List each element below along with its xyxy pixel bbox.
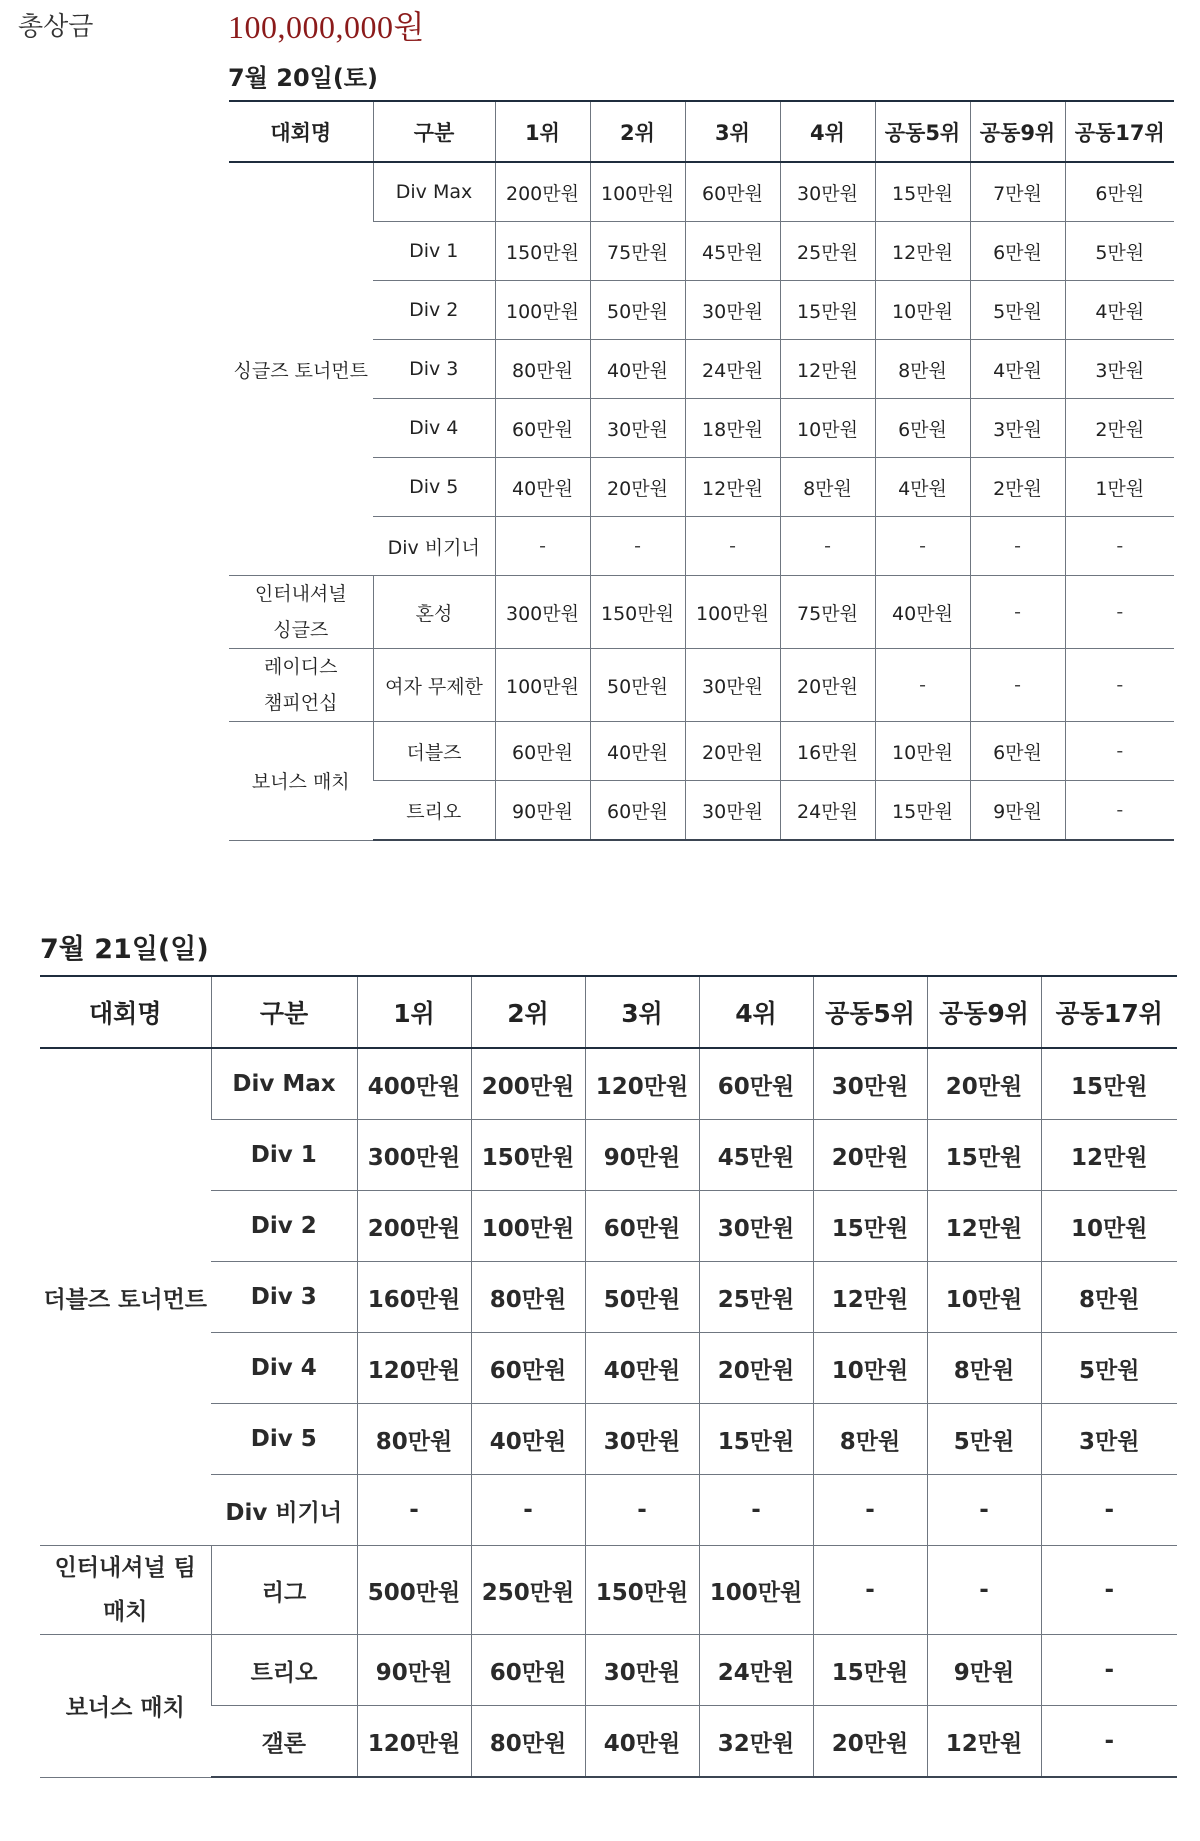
column-header: 공동5위: [875, 101, 970, 162]
prize-cell: -: [780, 517, 875, 576]
prize-cell: 5만원: [1065, 222, 1174, 281]
prize-cell: 80만원: [495, 340, 590, 399]
prize-cell: 100만원: [685, 576, 780, 649]
day2-prize-table: [40, 975, 1177, 1778]
prize-cell: 200만원: [357, 1191, 471, 1262]
division-cell: Div Max: [373, 162, 495, 222]
prize-cell: -: [927, 1546, 1041, 1635]
table-row: [40, 1048, 1177, 1120]
column-header: 4위: [699, 976, 813, 1048]
prize-cell: 60만원: [590, 781, 685, 841]
prize-cell: 30만원: [585, 1635, 699, 1706]
prize-cell: 10만원: [927, 1262, 1041, 1333]
prize-cell: 12만원: [685, 458, 780, 517]
prize-cell: 12만원: [813, 1262, 927, 1333]
division-cell: Div 2: [373, 281, 495, 340]
prize-cell: 8만원: [875, 340, 970, 399]
prize-cell: 5만원: [1041, 1333, 1177, 1404]
column-header: 구분: [211, 976, 357, 1048]
prize-cell: 60만원: [685, 162, 780, 222]
prize-cell: 160만원: [357, 1262, 471, 1333]
table-row: [40, 1404, 1177, 1475]
prize-cell: 6만원: [970, 722, 1065, 781]
prize-cell: 5만원: [927, 1404, 1041, 1475]
prize-cell: 10만원: [875, 281, 970, 340]
column-header: 1위: [357, 976, 471, 1048]
table-header-row: [229, 101, 1174, 162]
prize-cell: 30만원: [813, 1048, 927, 1120]
prize-cell: -: [927, 1475, 1041, 1546]
day2-date-heading: 7월 21일(일): [40, 934, 209, 965]
prize-cell: 12만원: [780, 340, 875, 399]
column-header: 구분: [373, 101, 495, 162]
prize-cell: 300만원: [357, 1120, 471, 1191]
prize-cell: 90만원: [585, 1120, 699, 1191]
prize-cell: -: [1065, 576, 1174, 649]
prize-cell: 80만원: [357, 1404, 471, 1475]
division-cell: Div 5: [373, 458, 495, 517]
prize-cell: 45만원: [685, 222, 780, 281]
prize-cell: 8만원: [813, 1404, 927, 1475]
prize-cell: 15만원: [927, 1120, 1041, 1191]
prize-cell: -: [1065, 722, 1174, 781]
prize-cell: 45만원: [699, 1120, 813, 1191]
column-header: 3위: [685, 101, 780, 162]
prize-cell: 40만원: [875, 576, 970, 649]
prize-cell: -: [685, 517, 780, 576]
prize-cell: 15만원: [699, 1404, 813, 1475]
total-prize-label: 총상금: [18, 12, 94, 42]
column-header: 공동17위: [1041, 976, 1177, 1048]
prize-cell: 60만원: [699, 1048, 813, 1120]
event-name-line: 레이디스: [264, 656, 338, 678]
prize-cell: 60만원: [471, 1635, 585, 1706]
table-row: [40, 1546, 1177, 1635]
division-cell: Div 4: [211, 1333, 357, 1404]
prize-cell: 120만원: [585, 1048, 699, 1120]
division-cell: Div 1: [211, 1120, 357, 1191]
prize-cell: 50만원: [590, 281, 685, 340]
division-cell: 트리오: [373, 781, 495, 841]
prize-cell: 40만원: [585, 1706, 699, 1778]
prize-cell: 6만원: [1065, 162, 1174, 222]
prize-cell: 12만원: [1041, 1120, 1177, 1191]
prize-cell: -: [357, 1475, 471, 1546]
table-row: [229, 576, 1174, 649]
prize-cell: 50만원: [590, 649, 685, 722]
prize-cell: 15만원: [875, 781, 970, 841]
division-cell: Div 1: [373, 222, 495, 281]
event-name-cell: [229, 162, 373, 576]
prize-cell: 75만원: [780, 576, 875, 649]
event-name-line: 챔피언십: [264, 692, 338, 714]
event-name-line: 보너스 매치: [65, 1695, 185, 1722]
prize-cell: 75만원: [590, 222, 685, 281]
prize-cell: 40만원: [585, 1333, 699, 1404]
total-prize-amount: 100,000,000원: [228, 9, 425, 45]
prize-cell: -: [699, 1475, 813, 1546]
prize-cell: 1만원: [1065, 458, 1174, 517]
column-header: 공동9위: [970, 101, 1065, 162]
division-cell: 갤론: [211, 1706, 357, 1778]
division-cell: Div 3: [373, 340, 495, 399]
prize-cell: 12만원: [927, 1706, 1041, 1778]
prize-cell: 7만원: [970, 162, 1065, 222]
prize-cell: 100만원: [699, 1546, 813, 1635]
prize-cell: 150만원: [585, 1546, 699, 1635]
prize-cell: 300만원: [495, 576, 590, 649]
prize-cell: 90만원: [495, 781, 590, 841]
event-name-line: 매치: [103, 1599, 148, 1625]
prize-cell: 24만원: [699, 1635, 813, 1706]
event-name-line: 더블즈 토너먼트: [43, 1286, 208, 1313]
column-header: 2위: [590, 101, 685, 162]
event-name-cell: [40, 1048, 211, 1546]
prize-cell: -: [970, 576, 1065, 649]
prize-cell: -: [1065, 781, 1174, 841]
prize-cell: 2만원: [970, 458, 1065, 517]
prize-cell: 8만원: [780, 458, 875, 517]
division-cell: Div 5: [211, 1404, 357, 1475]
prize-cell: 30만원: [590, 399, 685, 458]
column-header: 공동9위: [927, 976, 1041, 1048]
prize-cell: 8만원: [1041, 1262, 1177, 1333]
event-name-line: 인터내셔널 팀: [54, 1555, 196, 1581]
prize-cell: 30만원: [699, 1191, 813, 1262]
prize-cell: -: [970, 649, 1065, 722]
division-cell: 혼성: [373, 576, 495, 649]
table-row: [229, 649, 1174, 722]
column-header: 대회명: [40, 976, 211, 1048]
prize-cell: 10만원: [780, 399, 875, 458]
prize-cell: -: [875, 517, 970, 576]
prize-cell: 12만원: [875, 222, 970, 281]
event-name-cell: [229, 722, 373, 841]
prize-cell: 500만원: [357, 1546, 471, 1635]
table-row: [40, 1635, 1177, 1706]
prize-cell: 4만원: [1065, 281, 1174, 340]
column-header: 공동17위: [1065, 101, 1174, 162]
division-cell: 더블즈: [373, 722, 495, 781]
prize-cell: -: [813, 1546, 927, 1635]
event-name-line: 싱글즈: [273, 619, 329, 641]
prize-cell: 40만원: [590, 722, 685, 781]
prize-cell: 15만원: [1041, 1048, 1177, 1120]
prize-cell: 90만원: [357, 1635, 471, 1706]
prize-cell: 18만원: [685, 399, 780, 458]
column-header: 대회명: [229, 101, 373, 162]
prize-cell: -: [1065, 517, 1174, 576]
prize-cell: 10만원: [875, 722, 970, 781]
prize-cell: 100만원: [495, 649, 590, 722]
prize-cell: 20만원: [780, 649, 875, 722]
prize-cell: 3만원: [970, 399, 1065, 458]
prize-cell: 30만원: [685, 781, 780, 841]
table-header-row: [40, 976, 1177, 1048]
column-header: 1위: [495, 101, 590, 162]
prize-cell: 200만원: [495, 162, 590, 222]
prize-cell: 8만원: [927, 1333, 1041, 1404]
prize-cell: 25만원: [699, 1262, 813, 1333]
prize-cell: 12만원: [927, 1191, 1041, 1262]
prize-cell: -: [590, 517, 685, 576]
prize-cell: 20만원: [813, 1120, 927, 1191]
prize-cell: 24만원: [685, 340, 780, 399]
table-row: [229, 722, 1174, 781]
prize-cell: -: [495, 517, 590, 576]
prize-cell: 32만원: [699, 1706, 813, 1778]
prize-cell: 30만원: [585, 1404, 699, 1475]
table-row: [40, 1333, 1177, 1404]
prize-cell: 400만원: [357, 1048, 471, 1120]
prize-cell: 6만원: [970, 222, 1065, 281]
column-header: 3위: [585, 976, 699, 1048]
prize-cell: 20만원: [590, 458, 685, 517]
prize-cell: 10만원: [813, 1333, 927, 1404]
prize-cell: 20만원: [699, 1333, 813, 1404]
prize-cell: 250만원: [471, 1546, 585, 1635]
table-row: [229, 162, 1174, 222]
prize-cell: 24만원: [780, 781, 875, 841]
prize-cell: 30만원: [685, 281, 780, 340]
table-row: [40, 1706, 1177, 1778]
division-cell: Div 2: [211, 1191, 357, 1262]
division-cell: Div 비기너: [211, 1475, 357, 1546]
prize-cell: 80만원: [471, 1262, 585, 1333]
prize-cell: 9만원: [970, 781, 1065, 841]
division-cell: Div 비기너: [373, 517, 495, 576]
day1-prize-table: [229, 100, 1174, 841]
table-row: [40, 1262, 1177, 1333]
event-name-cell: [229, 649, 373, 722]
prize-cell: -: [813, 1475, 927, 1546]
column-header: 4위: [780, 101, 875, 162]
event-name-cell: [229, 576, 373, 649]
prize-cell: -: [1041, 1706, 1177, 1778]
prize-cell: 15만원: [813, 1191, 927, 1262]
prize-cell: 100만원: [471, 1191, 585, 1262]
prize-cell: -: [875, 649, 970, 722]
prize-cell: 5만원: [970, 281, 1065, 340]
column-header: 공동5위: [813, 976, 927, 1048]
prize-cell: 60만원: [495, 722, 590, 781]
division-cell: 트리오: [211, 1635, 357, 1706]
division-cell: Div 4: [373, 399, 495, 458]
table-row: [40, 1475, 1177, 1546]
prize-cell: 4만원: [875, 458, 970, 517]
prize-cell: 25만원: [780, 222, 875, 281]
prize-cell: -: [585, 1475, 699, 1546]
division-cell: 리그: [211, 1546, 357, 1635]
prize-cell: 4만원: [970, 340, 1065, 399]
prize-cell: 16만원: [780, 722, 875, 781]
day1-date-heading: 7월 20일(토): [228, 64, 378, 92]
prize-cell: 9만원: [927, 1635, 1041, 1706]
prize-cell: 20만원: [685, 722, 780, 781]
prize-cell: 60만원: [471, 1333, 585, 1404]
event-name-line: 인터내셔널: [254, 583, 347, 605]
event-name-cell: [40, 1635, 211, 1778]
prize-cell: 15만원: [875, 162, 970, 222]
prize-cell: 15만원: [813, 1635, 927, 1706]
prize-cell: 40만원: [590, 340, 685, 399]
column-header: 2위: [471, 976, 585, 1048]
prize-cell: 20만원: [813, 1706, 927, 1778]
prize-cell: -: [1041, 1546, 1177, 1635]
prize-cell: 6만원: [875, 399, 970, 458]
prize-cell: 40만원: [471, 1404, 585, 1475]
prize-cell: 15만원: [780, 281, 875, 340]
prize-cell: 30만원: [685, 649, 780, 722]
prize-cell: 10만원: [1041, 1191, 1177, 1262]
prize-cell: 60만원: [585, 1191, 699, 1262]
division-cell: 여자 무제한: [373, 649, 495, 722]
division-cell: Div 3: [211, 1262, 357, 1333]
event-name-line: 보너스 매치: [251, 771, 350, 794]
prize-cell: 150만원: [471, 1120, 585, 1191]
prize-cell: 150만원: [495, 222, 590, 281]
prize-cell: 120만원: [357, 1706, 471, 1778]
prize-cell: 100만원: [495, 281, 590, 340]
prize-cell: -: [471, 1475, 585, 1546]
division-cell: Div Max: [211, 1048, 357, 1120]
table-row: [40, 1120, 1177, 1191]
event-name-line: 싱글즈 토너먼트: [233, 359, 369, 382]
prize-cell: -: [970, 517, 1065, 576]
prize-cell: 60만원: [495, 399, 590, 458]
table-row: [40, 1191, 1177, 1262]
prize-cell: 80만원: [471, 1706, 585, 1778]
prize-cell: -: [1065, 649, 1174, 722]
prize-cell: 3만원: [1065, 340, 1174, 399]
prize-cell: -: [1041, 1475, 1177, 1546]
prize-cell: 40만원: [495, 458, 590, 517]
prize-cell: 20만원: [927, 1048, 1041, 1120]
prize-cell: 200만원: [471, 1048, 585, 1120]
prize-cell: 3만원: [1041, 1404, 1177, 1475]
prize-cell: 120만원: [357, 1333, 471, 1404]
prize-cell: 2만원: [1065, 399, 1174, 458]
prize-cell: 30만원: [780, 162, 875, 222]
prize-cell: 150만원: [590, 576, 685, 649]
prize-cell: 50만원: [585, 1262, 699, 1333]
prize-cell: 100만원: [590, 162, 685, 222]
event-name-cell: [40, 1546, 211, 1635]
prize-cell: -: [1041, 1635, 1177, 1706]
